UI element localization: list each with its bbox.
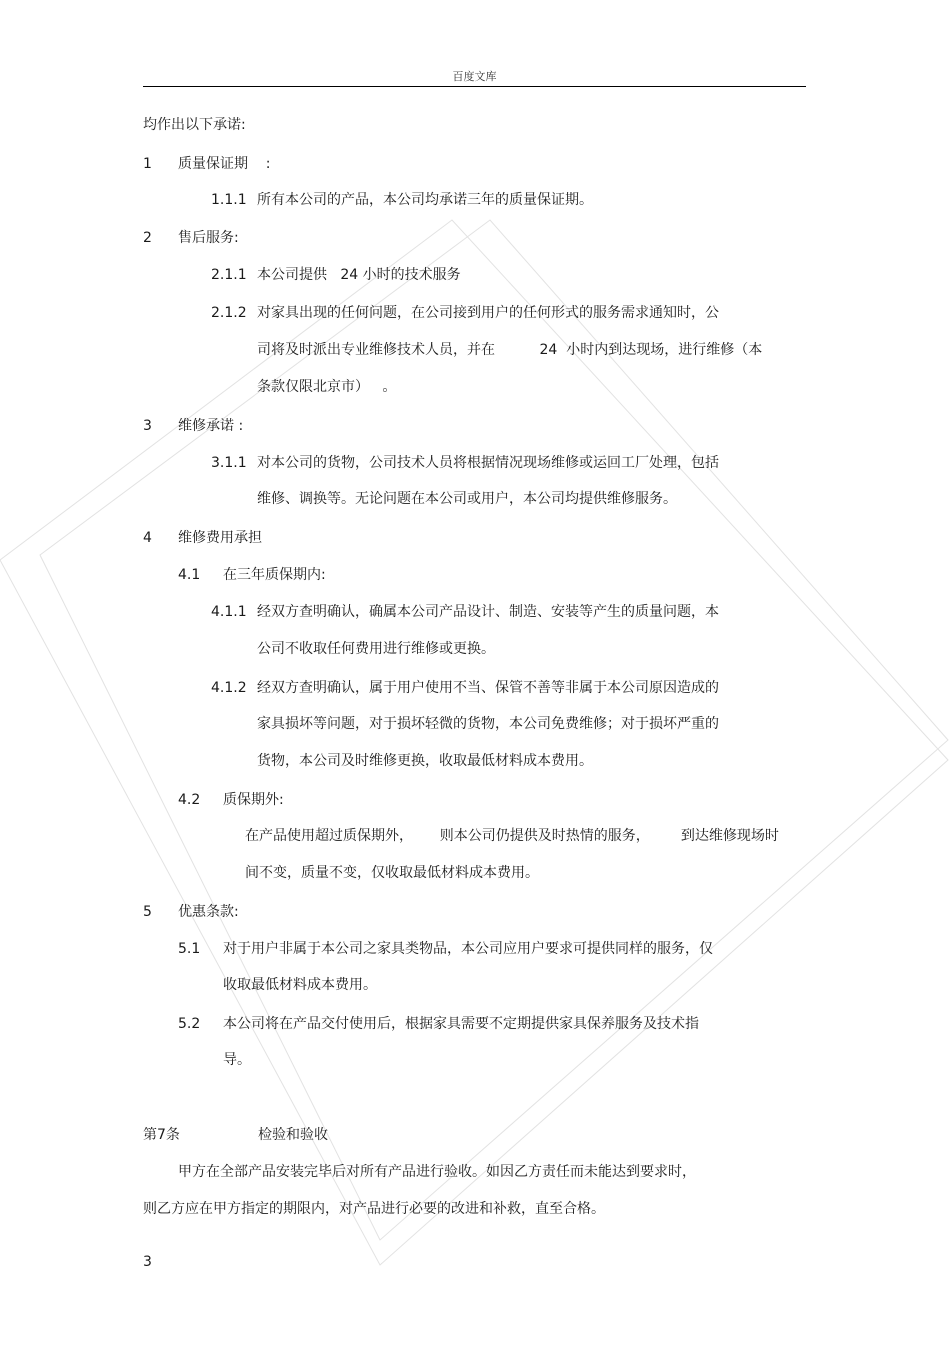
section-4-title: 维修费用承担 — [178, 530, 262, 546]
subsection-4-2-line-2: 间不变，质量不变，仅收取最低材料成本费用。 — [245, 865, 539, 881]
intro-line: 均作出以下承诺: — [143, 117, 246, 133]
article-7-line-2: 则乙方应在甲方指定的期限内，对产品进行必要的改进和补救，直至合格。 — [143, 1201, 605, 1217]
article-7-line-1: 甲方在全部产品安装完毕后对所有产品进行验收。如因乙方责任而未能达到要求时， — [178, 1164, 696, 1180]
item-4-1-2-number: 4.1.2 — [211, 680, 247, 696]
item-5-2-line-1: 本公司将在产品交付使用后，根据家具需要不定期提供家具保养服务及技术指 — [223, 1016, 699, 1032]
item-2-1-1-text: 本公司提供 24 小时的技术服务 — [257, 267, 461, 283]
section-4-number: 4 — [143, 530, 152, 546]
item-4-1-2-line-1: 经双方查明确认，属于用户使用不当、保管不善等非属于本公司原因造成的 — [257, 680, 719, 696]
item-4-1-1-line-2: 公司不收取任何费用进行维修或更换。 — [257, 641, 495, 657]
article-7-label: 第7条 — [143, 1127, 180, 1143]
item-3-1-1-line-2: 维修、调换等。无论问题在本公司或用户，本公司均提供维修服务。 — [257, 491, 677, 507]
item-1-1-1-number: 1.1.1 — [211, 192, 247, 208]
item-4-1-1-number: 4.1.1 — [211, 604, 247, 620]
header-divider — [143, 86, 806, 87]
section-5-title: 优惠条款: — [178, 904, 239, 920]
page-header-title: 百度文库 — [452, 70, 497, 83]
item-5-2-line-2: 导。 — [223, 1052, 251, 1068]
item-5-1-line-1: 对于用户非属于本公司之家具类物品，本公司应用户要求可提供同样的服务，仅 — [223, 941, 713, 957]
section-2-number: 2 — [143, 230, 152, 246]
page-number: 3 — [143, 1254, 152, 1270]
item-4-1-2-line-3: 货物，本公司及时维修更换，收取最低材料成本费用。 — [257, 753, 593, 769]
subsection-4-1-number: 4.1 — [178, 567, 201, 583]
item-2-1-1-number: 2.1.1 — [211, 267, 247, 283]
item-2-1-2-line-3: 条款仅限北京市） 。 — [257, 379, 397, 395]
section-3-title: 维修承诺 : — [178, 418, 244, 434]
item-5-1-number: 5.1 — [178, 941, 201, 957]
section-1-number: 1 — [143, 156, 152, 172]
subsection-4-2-title: 质保期外: — [223, 792, 284, 808]
item-3-1-1-number: 3.1.1 — [211, 455, 247, 471]
item-2-1-2-number: 2.1.2 — [211, 305, 247, 321]
item-2-1-2-line-1: 对家具出现的任何问题，在公司接到用户的任何形式的服务需求通知时，公 — [257, 305, 719, 321]
subsection-4-2-line-1: 在产品使用超过质保期外， 则本公司仍提供及时热情的服务， 到达维修现场时 — [245, 828, 779, 844]
section-3-number: 3 — [143, 418, 152, 434]
item-3-1-1-line-1: 对本公司的货物，公司技术人员将根据情况现场维修或运回工厂处理，包括 — [257, 455, 719, 471]
item-5-2-number: 5.2 — [178, 1016, 201, 1032]
section-2-title: 售后服务: — [178, 230, 239, 246]
subsection-4-1-title: 在三年质保期内: — [223, 567, 326, 583]
section-1-title: 质量保证期 : — [178, 156, 271, 172]
item-4-1-1-line-1: 经双方查明确认，确属本公司产品设计、制造、安装等产生的质量问题，本 — [257, 604, 719, 620]
subsection-4-2-number: 4.2 — [178, 792, 201, 808]
item-4-1-2-line-2: 家具损坏等问题，对于损坏轻微的货物，本公司免费维修；对于损坏严重的 — [257, 716, 719, 732]
article-7-title: 检验和验收 — [258, 1127, 328, 1143]
item-1-1-1-text: 所有本公司的产品，本公司均承诺三年的质量保证期。 — [257, 192, 593, 208]
item-2-1-2-line-2: 司将及时派出专业维修技术人员，并在 24 小时内到达现场，进行维修（本 — [257, 342, 763, 358]
item-5-1-line-2: 收取最低材料成本费用。 — [223, 977, 377, 993]
section-5-number: 5 — [143, 904, 152, 920]
